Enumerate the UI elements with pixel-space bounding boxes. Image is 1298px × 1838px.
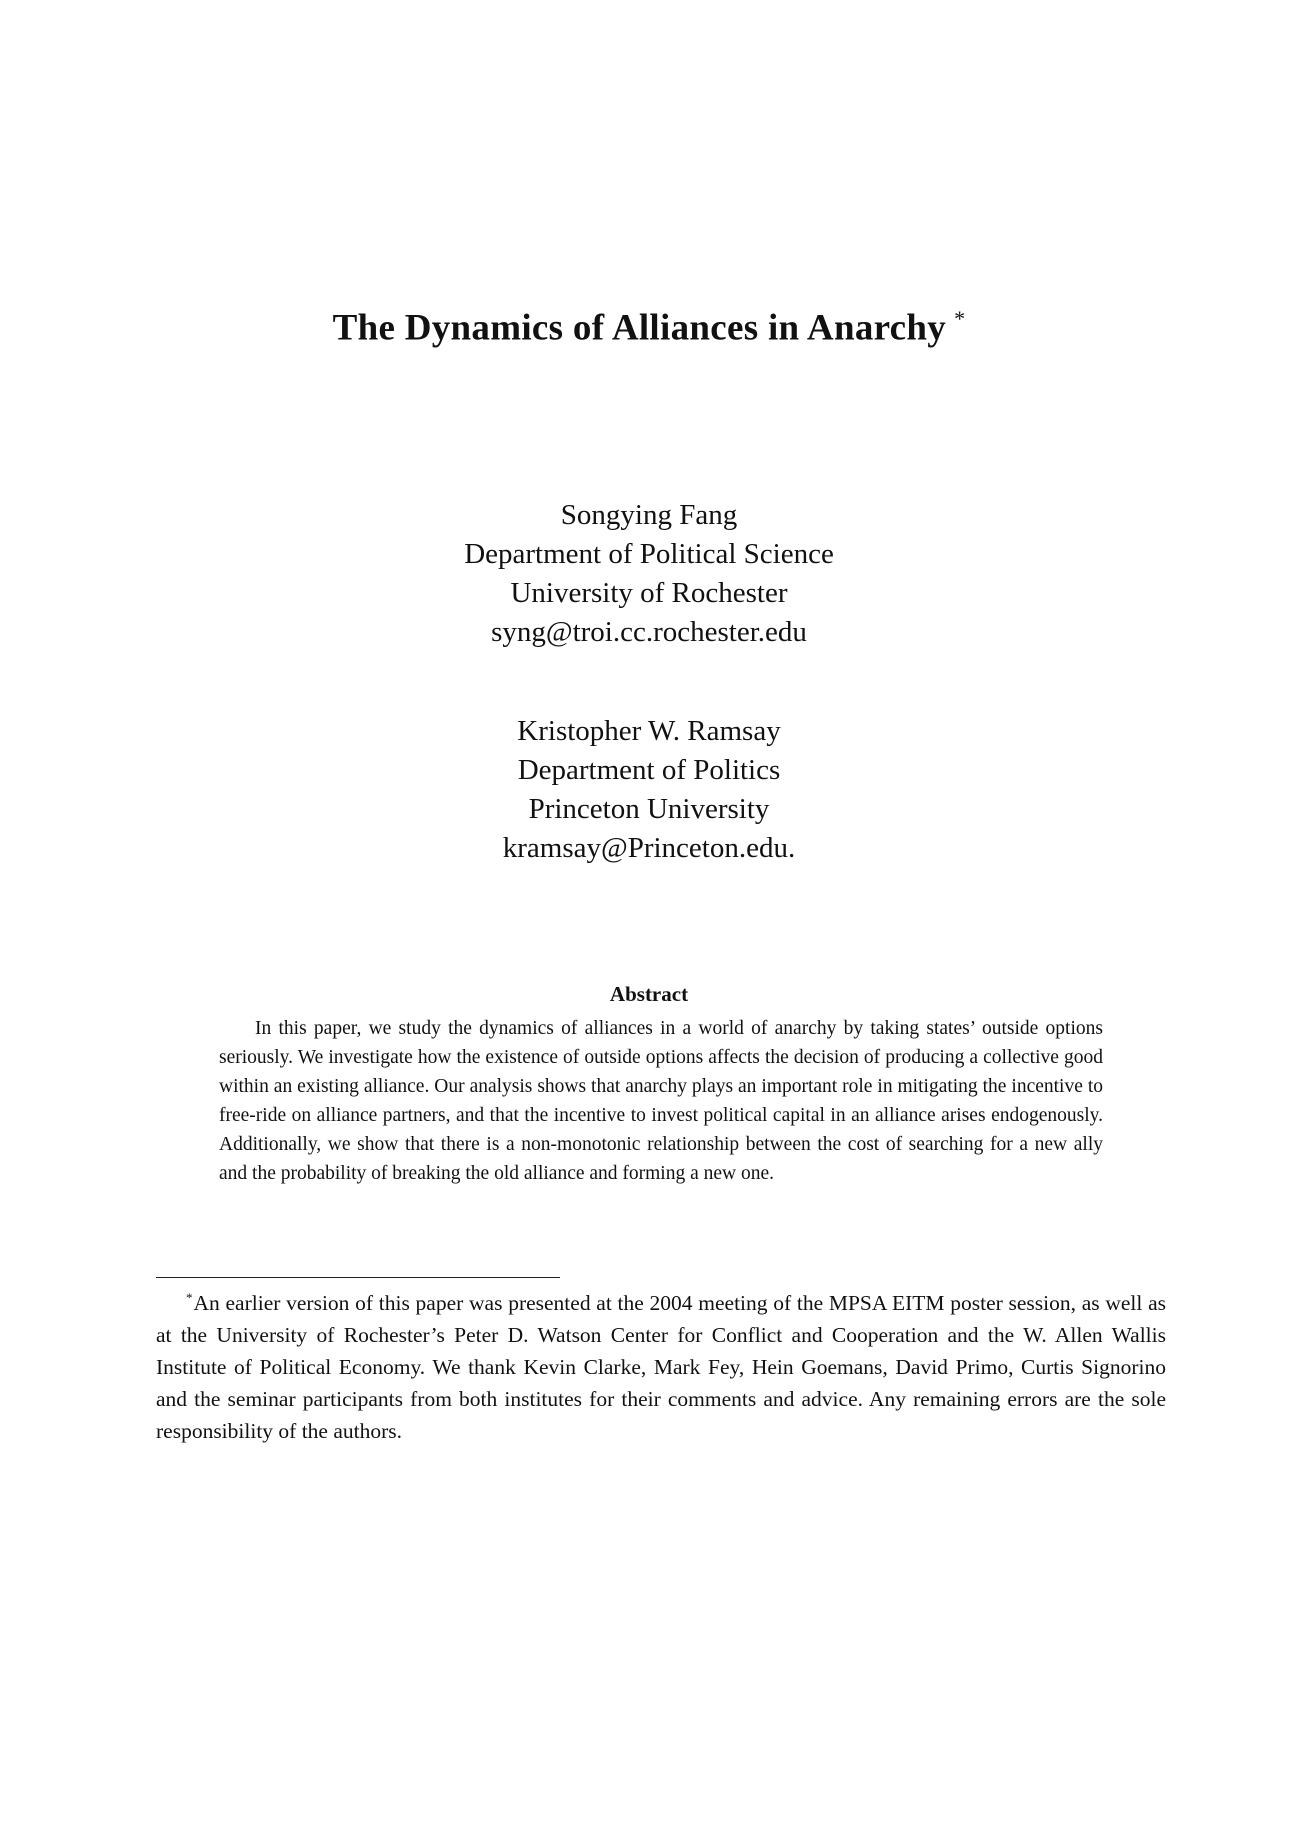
author-name: Songying Fang [560,499,738,531]
footnote [156,1282,1166,1447]
author-institution: Princeton University [528,793,770,825]
abstract-heading: Abstract [609,982,689,1006]
author-department: Department of Politics [517,754,781,786]
footnote-text: An earlier version of this paper was presented at the 2004 meeting of the MPSA EITM poster session, as well as at the University of Rochester’s Peter D. Watson Center for Conflict and Cooperation and the W. Allen Wallis Institute of Political Economy. We thank Kevin Clarke, Mark Fey, Hein Goemans, David Primo, Curtis Signorino and the seminar participants from both institutes for their comments and advice. Any remaining errors are the sole responsibility of the authors. [156,1291,1166,1444]
paper-title [0,306,1298,349]
author-email: kramsay@Princeton.edu. [502,832,796,864]
author-email: syng@troi.cc.rochester.edu [491,616,807,648]
abstract-body: In this paper, we study the dynamics of alliances in a world of anarchy by taking states’ outside options seriously. We investigate how the existence of outside options affects the decision of producing a collective good within an existing alliance. Our analysis shows that anarchy plays an important role in mitigating the incentive to free-ride on alliance partners, and that the incentive to invest political capital in an alliance arises endogenously. Additionally, we show that there is a non-monotonic relationship between the cost of searching for a new ally and the probability of breaking the old alliance and forming a new one. [219,1018,1103,1184]
title-footnote-mark: * [954,306,966,331]
author-block-2 [0,712,1298,868]
footnote-rule [156,1277,560,1278]
footnote-mark: * [186,1290,193,1305]
author-institution: University of Rochester [510,577,788,609]
author-name: Kristopher W. Ramsay [517,715,781,747]
author-block-1 [0,496,1298,652]
author-department: Department of Political Science [464,538,834,570]
paper-title-text: The Dynamics of Alliances in Anarchy [332,307,947,349]
